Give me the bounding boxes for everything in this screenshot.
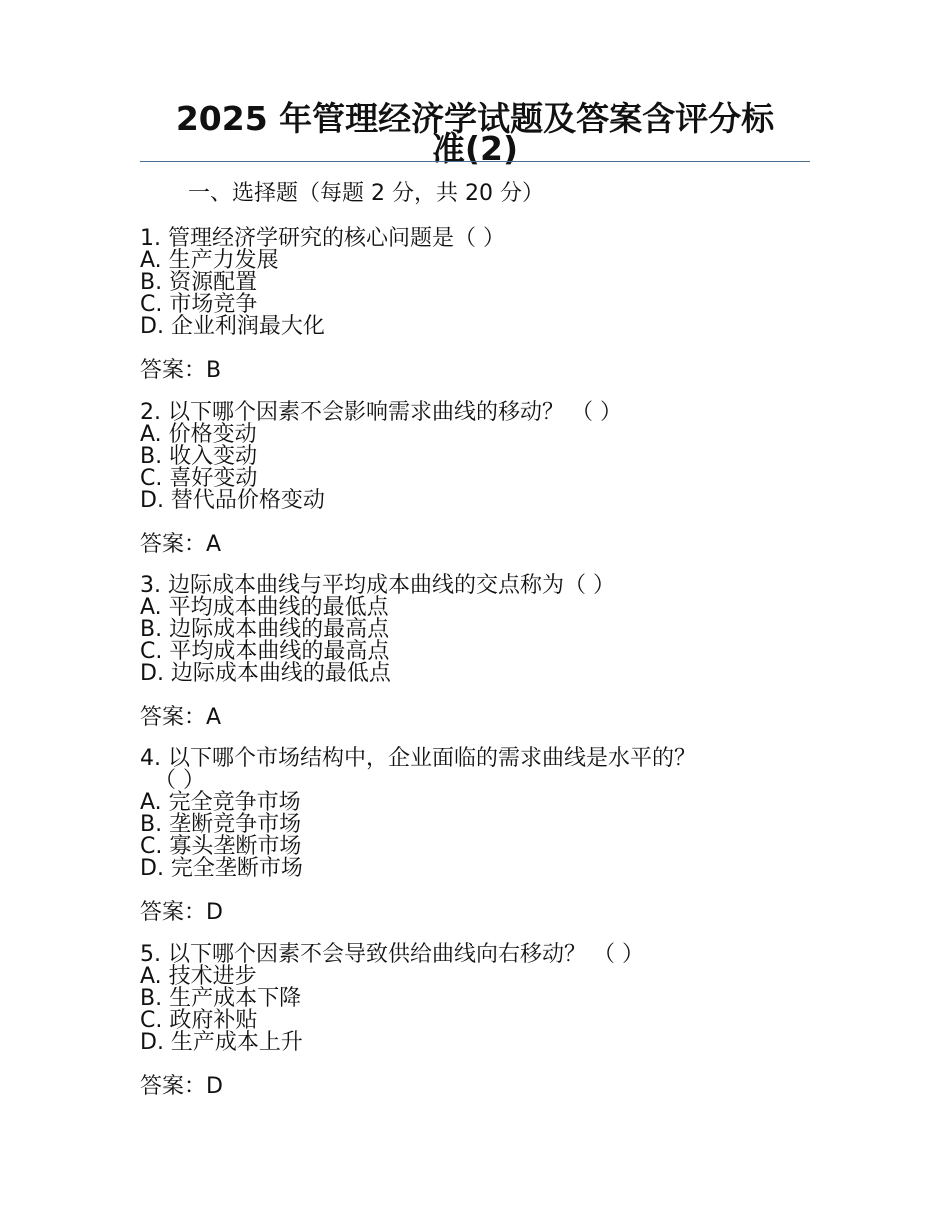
answer-text: 答案：A xyxy=(140,705,222,730)
option-c: C. 政府补贴 xyxy=(140,1008,258,1033)
option-c: C. 市场竞争 xyxy=(140,292,258,317)
option-c: C. 平均成本曲线的最高点 xyxy=(140,639,390,664)
question-stem: 5. 以下哪个因素不会导致供给曲线向右移动？ （ ） xyxy=(140,942,644,967)
option-d: D. 企业利润最大化 xyxy=(140,314,325,339)
question-stem-continuation: （ ） xyxy=(154,768,205,793)
question-stem: 2. 以下哪个因素不会影响需求曲线的移动？ （ ） xyxy=(140,400,622,425)
answer-text: 答案：A xyxy=(140,532,222,557)
question-stem: 1. 管理经济学研究的核心问题是（ ） xyxy=(140,226,505,251)
option-b: B. 垄断竞争市场 xyxy=(140,812,302,837)
answer-text: 答案：B xyxy=(140,358,222,383)
question-5 xyxy=(140,944,780,1100)
question-4 xyxy=(140,748,780,926)
option-a: A. 价格变动 xyxy=(140,422,257,447)
answer-text: 答案：D xyxy=(140,1074,223,1099)
question-2 xyxy=(140,402,780,558)
section-heading: 一、选择题（每题 2 分，共 20 分） xyxy=(188,181,544,206)
option-a: A. 技术进步 xyxy=(140,964,257,989)
option-b: B. 生产成本下降 xyxy=(140,986,302,1011)
question-1 xyxy=(140,228,780,384)
document-title-line-1: 2025 年管理经济学试题及答案含评分标 xyxy=(175,99,775,138)
option-d: D. 替代品价格变动 xyxy=(140,488,325,513)
option-b: B. 资源配置 xyxy=(140,270,258,295)
option-d: D. 边际成本曲线的最低点 xyxy=(140,661,391,686)
option-d: D. 完全垄断市场 xyxy=(140,856,303,881)
option-d: D. 生产成本上升 xyxy=(140,1030,303,1055)
question-3 xyxy=(140,575,780,731)
option-a: A. 完全竞争市场 xyxy=(140,790,301,815)
title-underline-rule xyxy=(140,161,810,162)
question-stem: 4. 以下哪个市场结构中，企业面临的需求曲线是水平的？ xyxy=(140,746,696,771)
document-title-line-2: 准(2) xyxy=(431,129,519,168)
option-b: B. 边际成本曲线的最高点 xyxy=(140,617,390,642)
option-a: A. 生产力发展 xyxy=(140,248,279,273)
option-b: B. 收入变动 xyxy=(140,444,258,469)
document-title xyxy=(140,99,810,168)
question-stem: 3. 边际成本曲线与平均成本曲线的交点称为（ ） xyxy=(140,573,615,598)
option-a: A. 平均成本曲线的最低点 xyxy=(140,595,389,620)
option-c: C. 寡头垄断市场 xyxy=(140,834,302,859)
option-c: C. 喜好变动 xyxy=(140,466,258,491)
answer-text: 答案：D xyxy=(140,900,223,925)
